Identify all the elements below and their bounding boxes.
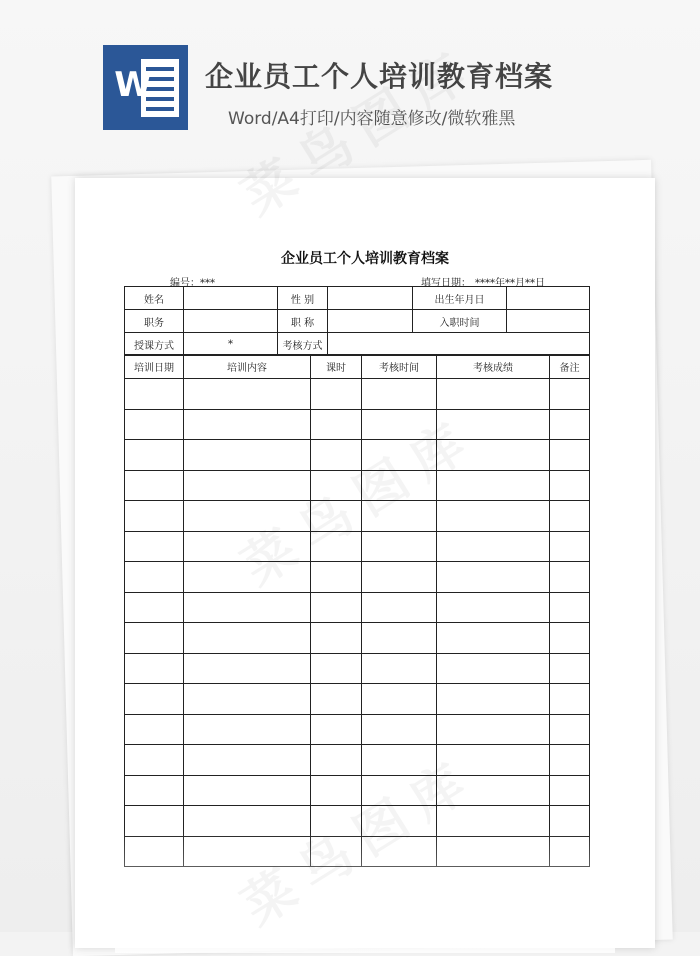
log-cell[interactable] [125, 592, 184, 623]
log-cell[interactable] [362, 714, 437, 745]
fill-date-value: ****年**月**日 [475, 278, 545, 289]
birthdate-value[interactable] [507, 287, 590, 310]
log-cell[interactable] [125, 714, 184, 745]
assessment-method-value[interactable] [328, 333, 590, 356]
log-cell[interactable] [550, 379, 590, 410]
log-cell[interactable] [311, 745, 362, 776]
info-row [125, 310, 590, 333]
gender-label: 性 别 [278, 287, 328, 310]
log-cell[interactable] [550, 745, 590, 776]
log-cell[interactable] [550, 592, 590, 623]
log-cell[interactable] [184, 684, 311, 715]
gender-value[interactable] [328, 287, 413, 310]
table-row [125, 714, 590, 745]
log-cell[interactable] [550, 409, 590, 440]
log-cell[interactable] [550, 653, 590, 684]
log-cell[interactable] [125, 440, 184, 471]
log-cell[interactable] [184, 714, 311, 745]
table-row [125, 684, 590, 715]
log-header-row [125, 355, 590, 379]
table-row [125, 562, 590, 593]
title-label: 职 称 [278, 310, 328, 333]
log-cell[interactable] [184, 379, 311, 410]
log-cell[interactable] [362, 623, 437, 654]
log-cell[interactable] [184, 745, 311, 776]
training-log-table [124, 354, 590, 867]
teaching-method-label: 授课方式 [125, 333, 184, 356]
log-cell[interactable] [125, 501, 184, 532]
log-cell[interactable] [362, 653, 437, 684]
col-class-hours: 课时 [311, 355, 362, 379]
log-cell[interactable] [311, 592, 362, 623]
header-title: 企业员工个人培训教育档案 [205, 60, 554, 93]
col-assessment-time: 考核时间 [362, 355, 437, 379]
log-cell[interactable] [125, 745, 184, 776]
name-label: 姓名 [125, 287, 184, 310]
title-value[interactable] [328, 310, 413, 333]
log-cell[interactable] [125, 409, 184, 440]
table-row [125, 745, 590, 776]
log-cell[interactable] [311, 562, 362, 593]
log-cell[interactable] [550, 562, 590, 593]
log-cell[interactable] [311, 379, 362, 410]
table-row [125, 623, 590, 654]
hire-date-label: 入职时间 [413, 310, 507, 333]
log-cell[interactable] [437, 653, 550, 684]
position-value[interactable] [184, 310, 278, 333]
log-cell[interactable] [125, 623, 184, 654]
table-row [125, 409, 590, 440]
log-cell[interactable] [362, 531, 437, 562]
log-cell[interactable] [311, 623, 362, 654]
log-cell[interactable] [550, 623, 590, 654]
hire-date-value[interactable] [507, 310, 590, 333]
log-cell[interactable] [125, 684, 184, 715]
info-row [125, 287, 590, 310]
log-cell[interactable] [437, 623, 550, 654]
log-cell[interactable] [550, 440, 590, 471]
log-cell[interactable] [362, 684, 437, 715]
log-cell[interactable] [125, 562, 184, 593]
log-cell[interactable] [125, 379, 184, 410]
log-cell[interactable] [311, 653, 362, 684]
serial-number: 编号：*** [170, 278, 215, 289]
table-row [125, 379, 590, 410]
assessment-method-label: 考核方式 [278, 333, 328, 356]
log-cell[interactable] [125, 470, 184, 501]
log-cell[interactable] [362, 592, 437, 623]
log-cell[interactable] [550, 775, 590, 806]
log-cell[interactable] [437, 562, 550, 593]
log-cell[interactable] [125, 653, 184, 684]
fill-date-label: 填写日期： [421, 278, 471, 289]
log-cell[interactable] [550, 501, 590, 532]
table-row [125, 592, 590, 623]
word-doc-icon: W [103, 45, 188, 130]
log-cell[interactable] [311, 409, 362, 440]
name-value[interactable] [184, 287, 278, 310]
document-title: 企业员工个人培训教育档案 [281, 251, 449, 267]
log-cell[interactable] [362, 379, 437, 410]
log-cell[interactable] [550, 714, 590, 745]
col-assessment-score: 考核成绩 [437, 355, 550, 379]
log-cell[interactable] [125, 775, 184, 806]
log-cell[interactable] [311, 714, 362, 745]
log-cell[interactable] [184, 592, 311, 623]
table-row [125, 653, 590, 684]
header-subtitle: Word/A4打印/内容随意修改/微软雅黑 [228, 109, 516, 129]
info-table [124, 286, 590, 356]
teaching-method-value[interactable]: * [184, 333, 278, 356]
log-cell[interactable] [184, 653, 311, 684]
col-training-date: 培训日期 [125, 355, 184, 379]
log-cell[interactable] [437, 501, 550, 532]
info-row [125, 333, 590, 356]
log-cell[interactable] [437, 684, 550, 715]
log-cell[interactable] [362, 562, 437, 593]
birthdate-label: 出生年月日 [413, 287, 507, 310]
log-cell[interactable] [550, 470, 590, 501]
log-cell[interactable] [550, 531, 590, 562]
log-cell[interactable] [184, 623, 311, 654]
log-cell[interactable] [437, 592, 550, 623]
log-cell[interactable] [184, 775, 311, 806]
log-cell[interactable] [437, 531, 550, 562]
position-label: 职务 [125, 310, 184, 333]
log-cell[interactable] [184, 440, 311, 471]
log-cell[interactable] [311, 684, 362, 715]
log-cell[interactable] [437, 714, 550, 745]
log-cell[interactable] [184, 409, 311, 440]
col-training-content: 培训内容 [184, 355, 311, 379]
log-cell[interactable] [125, 531, 184, 562]
log-cell[interactable] [550, 684, 590, 715]
col-remarks: 备注 [550, 355, 590, 379]
